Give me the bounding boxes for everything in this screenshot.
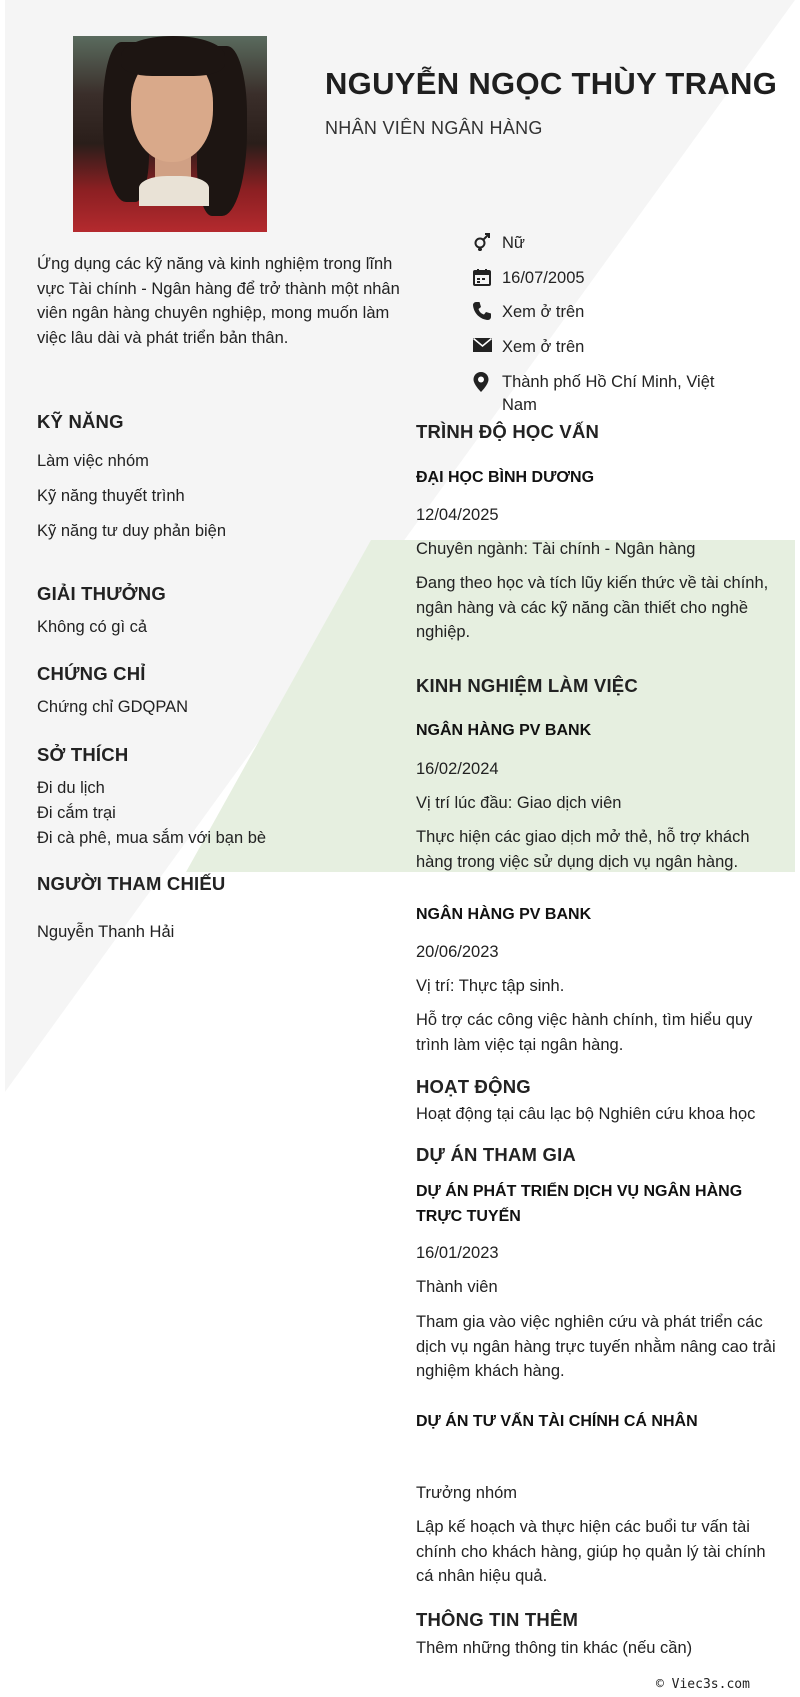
project-name: DỰ ÁN PHÁT TRIỂN DỊCH VỤ NGÂN HÀNG TRỰC TUYẾN <box>416 1183 743 1225</box>
references-heading: NGƯỜI THAM CHIẾU <box>37 873 226 894</box>
reference-name: Nguyễn Thanh Hải <box>37 923 175 941</box>
phone-value: Xem ở trên <box>502 303 585 321</box>
project-role: Trưởng nhóm <box>416 1484 518 1502</box>
education-description: Đang theo học và tích lũy kiến thức về tài chính, ngân hàng và các kỹ năng cần thiết cho nghề nghiệp. <box>416 574 769 641</box>
skills-heading: KỸ NĂNG <box>37 411 124 432</box>
education-heading: TRÌNH ĐỘ HỌC VẤN <box>416 421 600 442</box>
activities-heading: HOẠT ĐỘNG <box>416 1076 531 1097</box>
contact-gender <box>472 232 772 255</box>
candidate-name: NGUYỄN NGỌC THÙY TRANG <box>325 66 778 101</box>
gender-icon <box>472 232 502 255</box>
address-value: Thành phố Hồ Chí Minh, Việt Nam <box>502 373 715 414</box>
project-description: Tham gia vào việc nghiên cứu và phát triển các dịch vụ ngân hàng trực tuyến nhằm nâng cao trải nghiệm khách hàng. <box>416 1313 776 1380</box>
contact-phone <box>472 301 772 324</box>
skill-item: Kỹ năng thuyết trình <box>37 487 185 505</box>
skill-item: Làm việc nhóm <box>37 452 149 470</box>
job-date: 20/06/2023 <box>416 943 499 961</box>
contact-birthday <box>472 267 772 290</box>
hobbies-heading: SỞ THÍCH <box>37 744 129 765</box>
project-description: Lập kế hoạch và thực hiện các buổi tư vấn tài chính cho khách hàng, giúp họ quản lý tài chính cá nhân hiệu quả. <box>416 1518 766 1585</box>
extra-info-heading: THÔNG TIN THÊM <box>416 1609 579 1630</box>
contact-email <box>472 336 772 359</box>
job-company: NGÂN HÀNG PV BANK <box>416 906 592 923</box>
footer-credit: © Viec3s.com <box>656 1677 750 1692</box>
projects-heading: DỰ ÁN THAM GIA <box>416 1144 576 1165</box>
career-objective: Ứng dụng các kỹ năng và kinh nghiệm trong lĩnh vực Tài chính - Ngân hàng để trở thành một nhân viên ngân hàng chuyên nghiệp, mong muốn làm việc lâu dài và phát triển bản thân. <box>37 255 400 347</box>
phone-icon <box>472 301 502 324</box>
job-position: Vị trí: Thực tập sinh. <box>416 977 565 995</box>
job-description: Thực hiện các giao dịch mở thẻ, hỗ trợ khách hàng trong việc sử dụng dịch vụ ngân hàng. <box>416 828 750 871</box>
school-name: ĐẠI HỌC BÌNH DƯƠNG <box>416 469 595 486</box>
skill-item: Kỹ năng tư duy phản biện <box>37 522 227 540</box>
job-date: 16/02/2024 <box>416 760 499 778</box>
job-position: Vị trí lúc đầu: Giao dịch viên <box>416 794 622 812</box>
job-description: Hỗ trợ các công việc hành chính, tìm hiểu quy trình làm việc tại ngân hàng. <box>416 1011 753 1054</box>
hobby-item: Đi du lịch <box>37 779 105 797</box>
project-name: DỰ ÁN TƯ VẤN TÀI CHÍNH CÁ NHÂN <box>416 1413 698 1430</box>
gender-value: Nữ <box>502 234 525 252</box>
location-pin-icon <box>472 371 502 417</box>
awards-text: Không có gì cả <box>37 618 148 636</box>
hobby-item: Đi cắm trại <box>37 804 116 822</box>
awards-heading: GIẢI THƯỞNG <box>37 583 166 604</box>
calendar-icon <box>472 267 502 290</box>
birthday-value: 16/07/2005 <box>502 269 585 287</box>
activities-text: Hoạt động tại câu lạc bộ Nghiên cứu khoa học <box>416 1105 756 1123</box>
email-value: Xem ở trên <box>502 338 585 356</box>
project-date: 16/01/2023 <box>416 1244 499 1262</box>
job-company: NGÂN HÀNG PV BANK <box>416 722 592 739</box>
experience-heading: KINH NGHIỆM LÀM VIỆC <box>416 675 638 696</box>
contact-address <box>472 371 732 417</box>
education-date: 12/04/2025 <box>416 506 499 524</box>
hobby-item: Đi cà phê, mua sắm với bạn bè <box>37 829 267 847</box>
project-role: Thành viên <box>416 1278 498 1296</box>
extra-info-text: Thêm những thông tin khác (nếu cần) <box>416 1639 693 1657</box>
profile-photo <box>73 36 267 232</box>
job-title: NHÂN VIÊN NGÂN HÀNG <box>325 118 543 138</box>
education-major: Chuyên ngành: Tài chính - Ngân hàng <box>416 540 696 558</box>
certificates-text: Chứng chỉ GDQPAN <box>37 698 189 716</box>
certificates-heading: CHỨNG CHỈ <box>37 663 146 684</box>
mail-icon <box>472 336 502 359</box>
